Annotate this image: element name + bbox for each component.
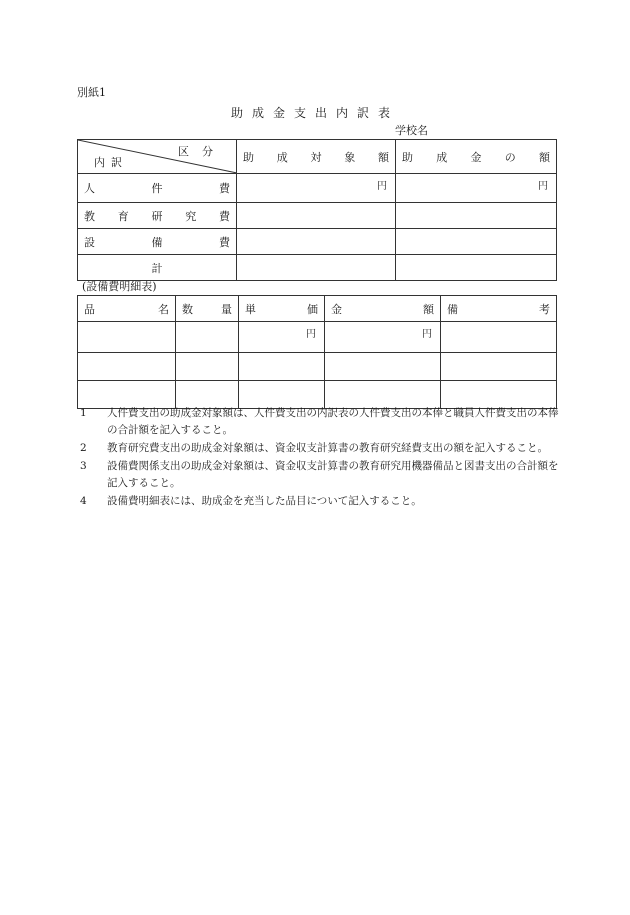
- empty-cell[interactable]: [441, 322, 557, 353]
- header-item: [78, 296, 176, 322]
- note-number: 3: [80, 460, 87, 472]
- unit-yen: 円: [239, 322, 325, 353]
- row-label-text: 計: [151, 261, 163, 275]
- grant-breakdown-table: [77, 139, 557, 281]
- note-number: 4: [80, 495, 87, 507]
- note-item: [80, 493, 560, 510]
- row-label-education: [78, 203, 237, 229]
- empty-cell[interactable]: [441, 353, 557, 381]
- row-label-text: 設 備 費: [84, 235, 230, 249]
- note-text: 教育研究費支出の助成金対象額は、資金収支計算書の教育研究経費支出の額を記入すること。: [107, 442, 548, 454]
- header-breakdown: 内訳: [94, 156, 128, 169]
- table-row: [78, 203, 557, 229]
- header-text: 品 名: [84, 302, 169, 316]
- page-title: 助成金支出内訳表: [230, 106, 399, 120]
- note-item: [80, 440, 560, 457]
- header-remarks: [441, 296, 557, 322]
- header-amount: [325, 296, 441, 322]
- table-row: [78, 353, 557, 381]
- header-category: 区分: [178, 145, 226, 158]
- row-label-equipment: [78, 229, 237, 255]
- note-text: 人件費支出の助成金対象額は、人件費支出の内訳表の人件費支出の本俸と職員人件費支出の本俸の合計額を記入すること。: [107, 407, 559, 436]
- table-row: [78, 229, 557, 255]
- table-header-row: [78, 296, 557, 322]
- empty-cell[interactable]: [176, 322, 239, 353]
- row-label-text: 人 件 費: [84, 182, 230, 195]
- table-row: [78, 255, 557, 281]
- note-number: 1: [80, 407, 87, 419]
- header-unit-price: [239, 296, 325, 322]
- empty-cell[interactable]: [396, 229, 557, 255]
- note-text: 設備費明細表には、助成金を充当した品目について記入すること。: [107, 495, 422, 507]
- table-row: [78, 174, 557, 203]
- empty-cell[interactable]: [325, 353, 441, 381]
- note-item: [80, 405, 560, 439]
- header-text: 単 価: [245, 302, 318, 316]
- row-label-personnel: [78, 174, 237, 203]
- empty-cell[interactable]: [396, 203, 557, 229]
- empty-cell[interactable]: [78, 322, 176, 353]
- unit-yen: 円: [325, 322, 441, 353]
- unit-yen: 円: [396, 174, 557, 203]
- note-text: 設備費関係支出の助成金対象額は、資金収支計算書の教育研究用機器備品と図書支出の合計額を記入すること。: [107, 460, 559, 489]
- note-number: 2: [80, 442, 87, 454]
- empty-cell[interactable]: [239, 353, 325, 381]
- empty-cell[interactable]: [237, 229, 396, 255]
- table-header-row: [78, 140, 557, 174]
- row-label-text: 教 育 研 究 費: [84, 209, 230, 223]
- header-grant-text: 助 成 金 の 額: [402, 150, 550, 164]
- header-quantity: [176, 296, 239, 322]
- header-text: 金 額: [331, 302, 434, 316]
- table-row: [78, 322, 557, 353]
- equipment-detail-caption: (設備費明細表): [82, 280, 157, 293]
- diagonal-header-cell: [78, 140, 237, 174]
- header-grant-amount: [396, 140, 557, 174]
- empty-cell[interactable]: [176, 353, 239, 381]
- unit-yen: 円: [237, 174, 396, 203]
- empty-cell[interactable]: [237, 203, 396, 229]
- note-item: [80, 458, 560, 492]
- header-text: 備 考: [447, 302, 550, 316]
- empty-cell[interactable]: [237, 255, 396, 281]
- header-target-text: 助 成 対 象 額: [243, 150, 389, 164]
- equipment-detail-table: [77, 295, 557, 409]
- empty-cell[interactable]: [78, 353, 176, 381]
- school-name-label: 学校名: [395, 124, 428, 137]
- notes-list: [80, 405, 560, 511]
- header-text: 数 量: [182, 302, 232, 316]
- row-label-total: [78, 255, 237, 281]
- header-target-amount: [237, 140, 396, 174]
- empty-cell[interactable]: [396, 255, 557, 281]
- attachment-label: 別紙1: [77, 86, 106, 99]
